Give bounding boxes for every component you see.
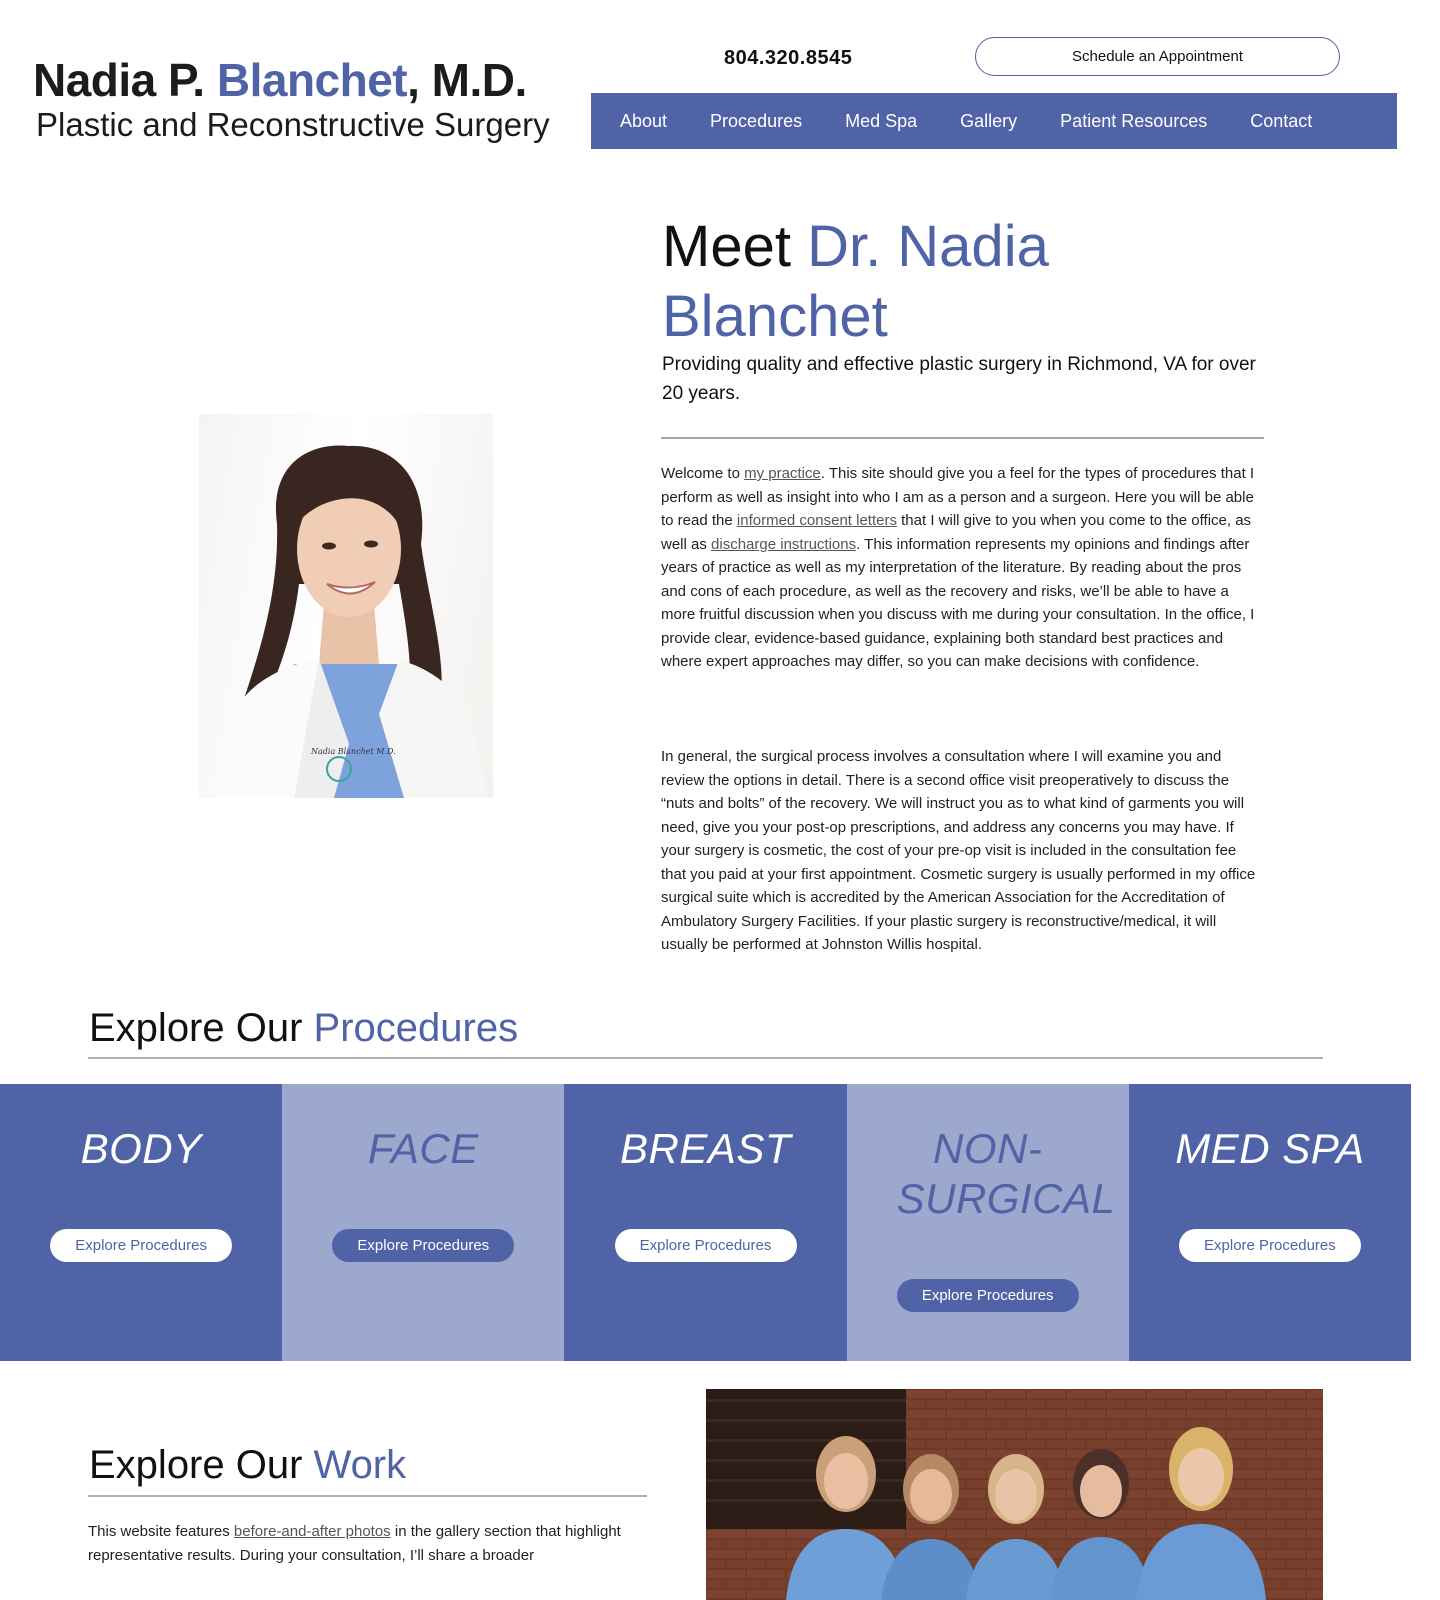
doctor-portrait-illustration [199, 414, 493, 798]
team-photo [706, 1389, 1323, 1600]
process-paragraph: In general, the surgical process involves a consultation where I will examine you and review the options in detail. There is a second office visit preoperatively to discuss the “nuts and bolts” of the recovery. We will instruct you as to what kind of garments you will need, give you your post-op prescriptions, and address any concerns you may have. If your surgery is cosmetic, the cost of your pre-op visit is included in the consultation fee that you paid at your first appointment. Cosmetic surgery is usually performed in my office surgical suite which is accredited by the American Association for the Accreditation of Ambulatory Surgery Facilities. If your plastic surgery is reconstructive/medical, it will usually be performed at Johnston Willis hospital. [661, 748, 1256, 953]
meet-heading-accent: Dr. Nadia Blanchet [662, 214, 1049, 349]
work-paragraph [88, 1520, 648, 1567]
my-practice-link[interactable]: my practice [744, 465, 821, 482]
procedures-heading-accent: Procedures [313, 1006, 519, 1050]
meet-subtitle: Providing quality and effective plastic surgery in Richmond, VA for over 20 years. [662, 354, 1256, 404]
logo-name-first: Nadia P. [33, 54, 217, 106]
nav-item-med-spa[interactable]: Med Spa [845, 110, 918, 131]
tile-breast-title: BREAST [619, 1125, 792, 1172]
tile-breast[interactable] [564, 1084, 846, 1361]
work-text-2: in the gallery section that highlight representative results. During your consultation, I’ll share a broader [88, 1523, 621, 1564]
logo-name[interactable] [33, 52, 527, 108]
intro-text-4: . This information represents my opinions and findings after years of practice as well as my interpretation of the literature. By reading about the pros and cons of each procedure, as well as the recovery and risks, we’ll be able to have a more fruitful discussion when you discuss with me during your consultation. In the office, I provide clear, evidence-based guidance, explaining both standard best practices and where expert approaches may differ, so you can make decisions with confidence. [661, 535, 1255, 670]
meet-divider [661, 437, 1264, 439]
coat-embroidery: Nadia Blanchet M.D. [311, 747, 396, 756]
intro-text-3: that I will give to you when you come to the office, as well as [661, 512, 1252, 553]
non-surgical-explore-button[interactable]: Explore Procedures [897, 1279, 1079, 1312]
tile-non-surgical[interactable] [847, 1084, 1129, 1361]
tile-non-surgical-title: NON-SURGICAL [896, 1125, 1116, 1222]
med-spa-explore-button[interactable]: Explore Procedures [1179, 1229, 1361, 1262]
before-after-photos-link[interactable]: before-and-after photos [233, 1523, 391, 1540]
breast-explore-button[interactable]: Explore Procedures [615, 1229, 797, 1262]
tile-med-spa[interactable] [1129, 1084, 1411, 1361]
procedures-heading-plain: Explore Our [89, 1006, 314, 1050]
informed-consent-link[interactable]: informed consent letters [736, 512, 897, 529]
tile-med-spa-title: MED SPA [1175, 1125, 1365, 1172]
tile-face-title: FACE [367, 1125, 479, 1172]
meet-heading-plain: Meet [662, 214, 808, 279]
meet-heading [662, 212, 1282, 352]
tile-body[interactable] [0, 1084, 282, 1361]
work-heading [89, 1440, 406, 1490]
work-heading-plain: Explore Our [89, 1443, 314, 1487]
nav-item-patient-resources[interactable]: Patient Resources [1060, 110, 1208, 131]
nav-item-contact[interactable]: Contact [1250, 110, 1313, 131]
nav-item-about[interactable]: About [620, 110, 668, 131]
nav-item-gallery[interactable]: Gallery [960, 110, 1018, 131]
tile-face[interactable] [282, 1084, 564, 1361]
procedures-divider [88, 1057, 1323, 1059]
intro-paragraph [661, 462, 1264, 674]
discharge-instructions-link[interactable]: discharge instructions [711, 535, 857, 553]
intro-text-2: . This site should give you a feel for the types of procedures that I perform as well as insight into who I am as a person and a surgeon. Here you will be able to read the [661, 465, 1255, 529]
logo-name-accent: Blanchet [216, 54, 408, 106]
face-explore-button[interactable]: Explore Procedures [332, 1229, 514, 1262]
nav-item-procedures[interactable]: Procedures [710, 110, 803, 131]
work-divider [88, 1495, 647, 1497]
logo-name-suffix: , M.D. [407, 54, 527, 106]
procedure-tiles [0, 1084, 1411, 1361]
procedures-heading [89, 1003, 518, 1053]
doctor-portrait [199, 414, 493, 798]
work-heading-accent: Work [313, 1443, 407, 1487]
phone-number[interactable]: 804.320.8545 [724, 47, 853, 69]
work-text-1: This website features [88, 1523, 234, 1540]
body-explore-button[interactable]: Explore Procedures [50, 1229, 232, 1262]
schedule-appointment-button[interactable]: Schedule an Appointment [975, 37, 1340, 76]
tile-body-title: BODY [80, 1125, 202, 1172]
team-photo-illustration [706, 1389, 1323, 1600]
intro-text-1: Welcome to [661, 465, 745, 482]
main-nav [591, 93, 1397, 149]
logo-subtitle[interactable]: Plastic and Reconstructive Surgery [36, 106, 550, 143]
